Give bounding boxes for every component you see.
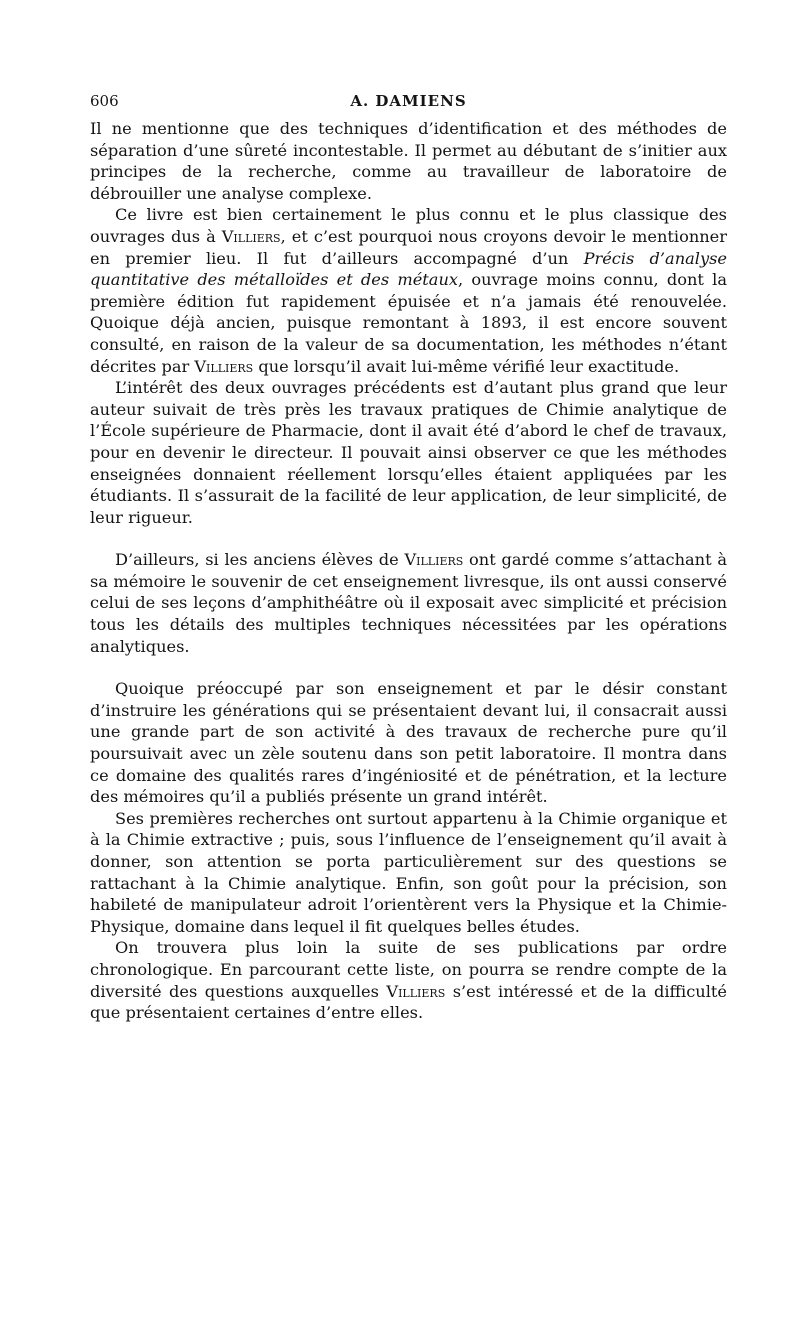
paragraph-2-text-c: , ouvrage moins connu, dont la première édition fut rapidement épuisée et n’a jamais été renouvelée. Quoique déjà ancien, puisque remontant à 1893, il est encore souvent consulté, en raison de la valeur de sa documentation, les méthodes n’étant décrites par: [90, 270, 727, 376]
paragraph-4-text-a: D’ailleurs, si les anciens élèves de: [115, 550, 405, 570]
document-page: [90, 92, 727, 1024]
book-title: Précis d’analyse quantitative des métalloïdes et des métaux: [90, 248, 727, 290]
paragraph-3: L’intérêt des deux ouvrages précédents est d’autant plus grand que leur auteur suivait de très près les travaux pratiques de Chimie analytique de l’École supérieure de Pharmacie, dont il avait été d’abord le chef de travaux, pour en devenir le directeur. Il pouvait ainsi observer ce que les méthodes enseignées donnaient réellement lorsqu’elles étaient appliquées par les étudiants. Il s’assurait de la facilité de leur application, de leur simplicité, de leur rigueur.: [90, 378, 727, 527]
paragraph-4-text-b: ont gardé comme s’attachant à sa mémoire le souvenir de cet enseignement livresque, ils ont aussi conservé celui de ses leçons d’amphithéâtre où il exposait avec simplicité et précision tous les détails des multiples techniques nécessitées par les opérations analytiques.: [90, 550, 727, 656]
paragraph-4: [90, 549, 727, 657]
running-title: A. DAMIENS: [350, 92, 467, 110]
paragraph-2-text-a: Ce livre est bien certainement le plus connu et le plus classique des ouvrages dus à: [90, 205, 727, 246]
author-name: Villiers: [221, 226, 281, 246]
paragraph-1: Il ne mentionne que des techniques d’identification et des méthodes de séparation d’une sûreté incontestable. Il permet au débutant de s’initier aux principes de la recherche, comme au travailleur de laboratoire de débrouiller une analyse complexe.: [90, 119, 727, 203]
paragraph-2-text-b: , et c’est pourquoi nous croyons devoir le mentionner en premier lieu. Il fut d’ailleurs accompagné d’un: [90, 226, 727, 268]
author-name: Villiers: [404, 550, 464, 570]
paragraph-2: [90, 204, 727, 377]
author-name: Villiers: [386, 981, 446, 1001]
paragraph-5: Quoique préoccupé par son enseignement et par le désir constant d’instruire les générations qui se présentaient devant lui, il consacrait aussi une grande part de son activité à des travaux de recherche pure qu’il poursuivait avec un zèle soutenu dans son petit laboratoire. Il montra dans ce domaine des qualités rares d’ingéniosité et de pénétration, et la lecture des mémoires qu’il a publiés présente un grand intérêt.: [90, 679, 727, 807]
paragraph-7: [90, 937, 727, 1023]
author-name: Villiers: [194, 356, 254, 376]
paragraph-7-text-b: s’est intéressé et de la difficulté que présentaient certaines d’entre elles.: [90, 981, 727, 1023]
page-header: [90, 92, 727, 118]
paragraph-7-text-a: On trouvera plus loin la suite de ses publications par ordre chronologique. En parcourant cette liste, on pourra se rendre compte de la diversité des questions auxquelles: [90, 938, 727, 1001]
page-number: 606: [90, 92, 119, 110]
paragraph-2-text-d: que lorsqu’il avait lui-même vérifié leur exactitude.: [253, 356, 680, 376]
paragraph-6: Ses premières recherches ont surtout appartenu à la Chimie organique et à la Chimie extractive ; puis, sous l’influence de l’enseignement qu’il avait à donner, son attention se porta particulièrement sur des questions se rattachant à la Chimie analytique. Enfin, son goût pour la précision, son habileté de manipulateur adroit l’orientèrent vers la Physique et la Chimie-Physique, domaine dans lequel il fit quelques belles études.: [90, 808, 727, 936]
